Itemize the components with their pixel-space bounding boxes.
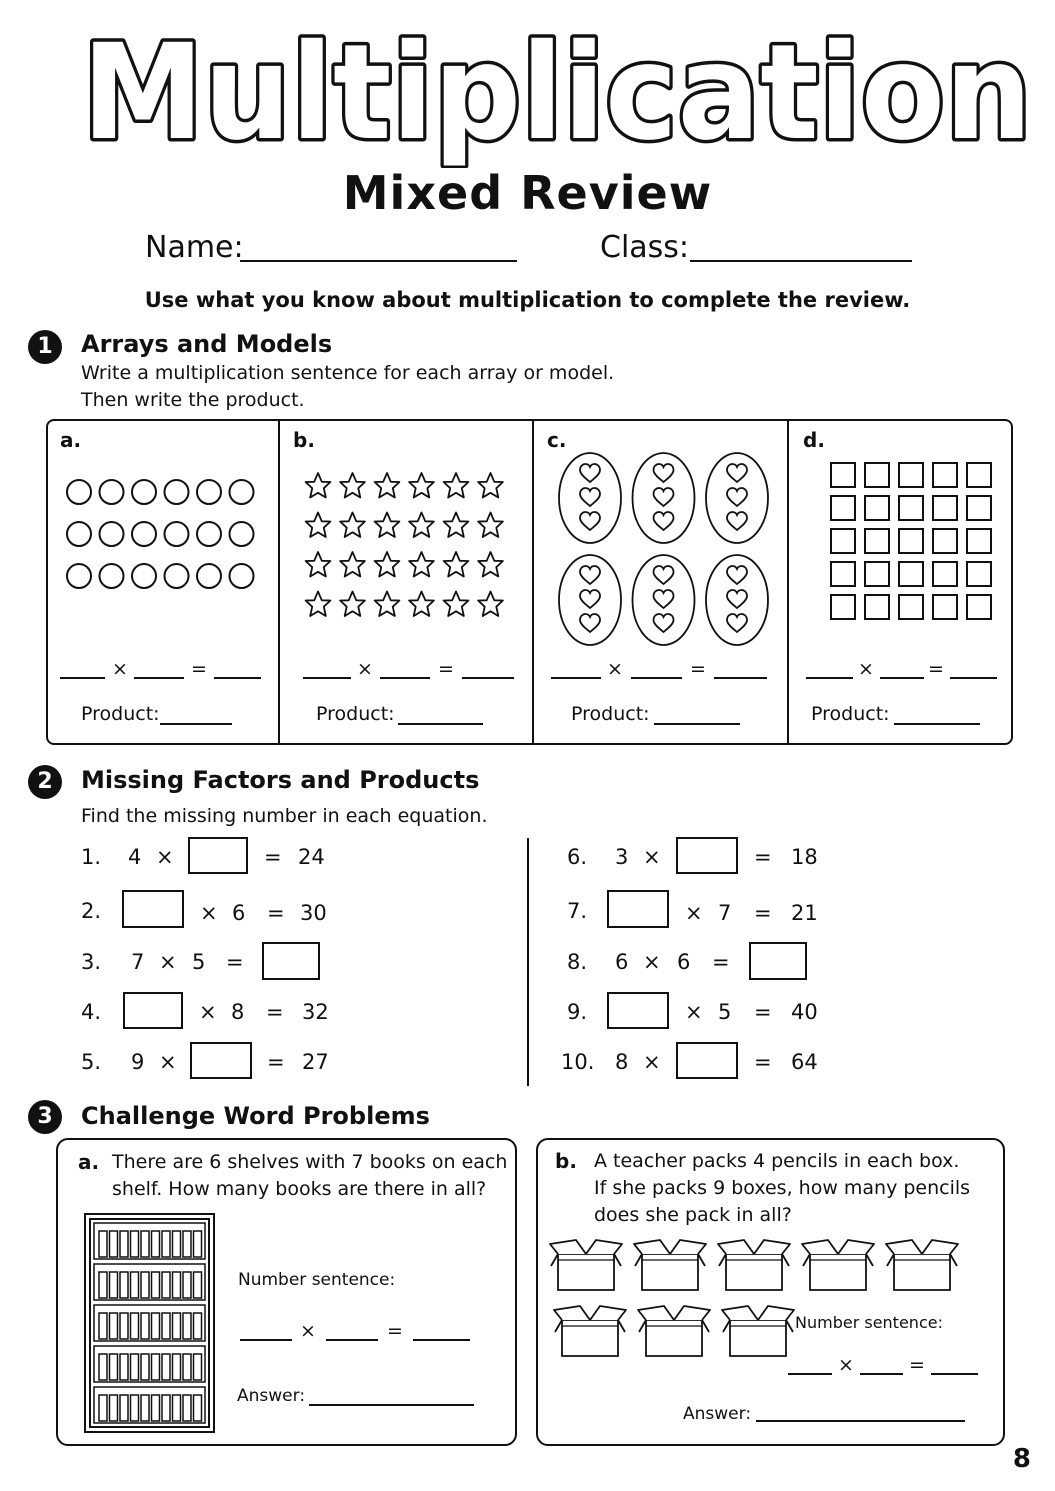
book-icon (110, 1313, 118, 1339)
book-icon (183, 1231, 191, 1257)
book-icon (162, 1231, 170, 1257)
product-blank[interactable] (413, 1339, 470, 1341)
equals-symbol: = (191, 658, 207, 680)
heart-icon (580, 614, 600, 632)
worksheet-title (70, 8, 1045, 168)
word-problem-b-letter: b. (555, 1149, 577, 1173)
square-icon (865, 496, 889, 520)
book-icon (141, 1313, 149, 1339)
book-icon (131, 1313, 139, 1339)
times-symbol: × (643, 950, 661, 974)
heart-icon (727, 512, 747, 530)
times-symbol: × (685, 1000, 703, 1024)
book-icon (120, 1231, 128, 1257)
answer-box[interactable] (262, 942, 320, 980)
times-symbol: × (643, 1050, 661, 1074)
problem-number: 8. (567, 950, 588, 974)
equals-symbol: = (928, 658, 944, 680)
circle-icon (100, 564, 124, 588)
times-symbol: × (159, 950, 177, 974)
problem-number: 10. (561, 1050, 595, 1074)
star-icon (340, 513, 365, 538)
heart-icon (727, 566, 747, 584)
section-3-title: Challenge Word Problems (81, 1102, 430, 1130)
factor-blank[interactable] (134, 677, 184, 679)
star-icon (478, 592, 503, 617)
panel-c-letter: c. (547, 428, 567, 452)
star-icon (478, 552, 503, 577)
heart-groups-model (548, 448, 780, 648)
book-icon (152, 1313, 160, 1339)
problem-factor: 6 (232, 901, 246, 925)
heart-icon (727, 464, 747, 482)
word-problem-a-line-2: shelf. How many books are there in all? (112, 1178, 487, 1200)
book-icon (120, 1395, 128, 1421)
book-icon (152, 1231, 160, 1257)
book-icon (131, 1272, 139, 1298)
heart-icon (727, 488, 747, 506)
book-icon (152, 1272, 160, 1298)
problem-number: 9. (567, 1000, 588, 1024)
circle-icon (165, 522, 189, 546)
problem-factor: 7 (718, 901, 732, 925)
equals-symbol: = (266, 1000, 284, 1024)
circle-icon (230, 480, 254, 504)
heart-icon (580, 464, 600, 482)
square-icon (933, 463, 957, 487)
square-icon (967, 463, 991, 487)
star-icon (444, 552, 469, 577)
answer-box[interactable] (188, 837, 248, 874)
factor-blank[interactable] (240, 1339, 292, 1341)
box-icon (802, 1240, 874, 1290)
circle-icon (67, 522, 91, 546)
times-symbol: × (838, 1354, 854, 1376)
book-icon (99, 1354, 107, 1380)
problem-factor: 4 (128, 845, 142, 869)
star-icon (478, 473, 503, 498)
answer-box[interactable] (122, 890, 184, 928)
problem-factor: 8 (615, 1050, 629, 1074)
book-icon (173, 1354, 181, 1380)
heart-icon (580, 566, 600, 584)
book-icon (162, 1354, 170, 1380)
answer-box[interactable] (676, 1042, 738, 1079)
problem-result: 18 (791, 845, 818, 869)
circle-icon (230, 564, 254, 588)
book-icon (194, 1272, 202, 1298)
circle-icon (197, 522, 221, 546)
equals-symbol: = (712, 950, 730, 974)
circle-icon (230, 522, 254, 546)
star-icon (340, 473, 365, 498)
factor-blank[interactable] (860, 1373, 903, 1375)
answer-box[interactable] (190, 1042, 252, 1079)
star-icon (306, 473, 331, 498)
problem-factor: 9 (131, 1050, 145, 1074)
panel-b-letter: b. (293, 428, 315, 452)
box-icon (886, 1240, 958, 1290)
book-icon (183, 1354, 191, 1380)
worksheet-title-text: Multiplication (82, 16, 1032, 168)
star-icon (375, 592, 400, 617)
square-icon (899, 496, 923, 520)
factor-blank[interactable] (60, 677, 105, 679)
times-symbol: × (607, 658, 623, 680)
square-icon (865, 463, 889, 487)
times-symbol: × (643, 845, 661, 869)
answer-box[interactable] (123, 992, 183, 1029)
book-icon (194, 1313, 202, 1339)
product-label: Product: (571, 703, 650, 725)
star-icon (409, 552, 434, 577)
heart-icon (654, 464, 674, 482)
product-blank[interactable] (950, 677, 997, 679)
section-2-title: Missing Factors and Products (81, 766, 480, 794)
heart-icon (727, 590, 747, 608)
number-sentence-label: Number sentence: (795, 1313, 943, 1332)
product-answer-field[interactable] (654, 723, 740, 725)
circle-icon (100, 480, 124, 504)
heart-icon (654, 590, 674, 608)
times-symbol: × (357, 658, 373, 680)
problem-factor: 8 (231, 1000, 245, 1024)
circle-icon (132, 522, 156, 546)
box-icon (718, 1240, 790, 1290)
times-symbol: × (685, 901, 703, 925)
times-symbol: × (159, 1050, 177, 1074)
square-icon (933, 529, 957, 553)
worksheet-subtitle: Mixed Review (342, 166, 713, 220)
square-icon (899, 562, 923, 586)
book-icon (99, 1395, 107, 1421)
factor-blank[interactable] (551, 677, 601, 679)
heart-icon (654, 512, 674, 530)
equals-symbol: = (754, 1050, 772, 1074)
number-sentence-label: Number sentence: (238, 1270, 396, 1290)
equals-symbol: = (264, 845, 282, 869)
problem-number: 3. (81, 950, 102, 974)
circle-icon (165, 564, 189, 588)
equals-symbol: = (754, 901, 772, 925)
class-field[interactable] (690, 260, 912, 262)
problem-factor: 6 (615, 950, 629, 974)
equals-symbol: = (909, 1354, 925, 1376)
square-icon (933, 562, 957, 586)
word-problem-a-line-1: There are 6 shelves with 7 books on each (112, 1151, 508, 1173)
equals-symbol: = (267, 901, 285, 925)
worksheet-instructions: Use what you know about multiplication to complete the review. (144, 288, 911, 312)
problem-result: 30 (300, 901, 327, 925)
circle-icon (165, 480, 189, 504)
square-icon (831, 529, 855, 553)
square-icon (899, 529, 923, 553)
book-icon (173, 1272, 181, 1298)
book-icon (99, 1313, 107, 1339)
answer-box[interactable] (607, 890, 669, 928)
square-icon (933, 595, 957, 619)
square-icon (831, 595, 855, 619)
star-icon (444, 473, 469, 498)
book-icon (194, 1354, 202, 1380)
book-icon (110, 1354, 118, 1380)
star-icon (340, 592, 365, 617)
panel-divider (532, 419, 534, 745)
square-icon (865, 562, 889, 586)
book-icon (183, 1395, 191, 1421)
square-icon (967, 496, 991, 520)
star-icon (306, 552, 331, 577)
panel-divider (278, 419, 280, 745)
heart-icon (580, 488, 600, 506)
equals-symbol: = (226, 950, 244, 974)
box-icon (634, 1240, 706, 1290)
book-icon (110, 1231, 118, 1257)
times-symbol: × (300, 1320, 316, 1342)
name-label: Name: (145, 230, 244, 265)
equals-symbol: = (754, 845, 772, 869)
star-icon (375, 552, 400, 577)
product-answer-field[interactable] (398, 723, 483, 725)
book-icon (173, 1231, 181, 1257)
heart-icon (654, 566, 674, 584)
book-icon (173, 1395, 181, 1421)
heart-icon (580, 590, 600, 608)
section-1-number-badge: 1 (28, 330, 62, 364)
equals-symbol: = (387, 1320, 403, 1342)
book-icon (141, 1231, 149, 1257)
star-array (298, 465, 513, 625)
box-icon (638, 1306, 710, 1356)
problem-result: 64 (791, 1050, 818, 1074)
section-1-instruction-1: Write a multiplication sentence for each array or model. (81, 362, 615, 384)
square-icon (831, 562, 855, 586)
answer-box[interactable] (676, 837, 738, 874)
problem-result: 21 (791, 901, 818, 925)
section-1-title: Arrays and Models (81, 330, 333, 358)
circle-icon (132, 564, 156, 588)
problem-factor: 3 (615, 845, 629, 869)
square-icon (967, 562, 991, 586)
factor-blank[interactable] (631, 677, 682, 679)
star-icon (478, 513, 503, 538)
heart-icon (654, 488, 674, 506)
word-problem-b-line-1: A teacher packs 4 pencils in each box. (594, 1150, 960, 1172)
problem-factor: 5 (192, 950, 206, 974)
equals-symbol: = (754, 1000, 772, 1024)
star-icon (375, 473, 400, 498)
star-icon (409, 592, 434, 617)
problem-number: 1. (81, 845, 102, 869)
square-icon (933, 496, 957, 520)
column-divider (527, 838, 529, 1086)
book-icon (194, 1395, 202, 1421)
answer-field[interactable] (309, 1404, 474, 1406)
book-icon (162, 1395, 170, 1421)
bookshelf-icon (84, 1213, 215, 1433)
star-icon (409, 473, 434, 498)
square-icon (865, 595, 889, 619)
box-icon (722, 1306, 794, 1356)
book-icon (120, 1313, 128, 1339)
section-1-instruction-2: Then write the product. (81, 389, 305, 411)
answer-label: Answer: (237, 1386, 306, 1406)
circle-icon (67, 480, 91, 504)
problem-result: 27 (302, 1050, 329, 1074)
circle-array (60, 470, 260, 595)
book-icon (183, 1272, 191, 1298)
factor-blank[interactable] (303, 677, 351, 679)
book-icon (120, 1354, 128, 1380)
product-answer-field[interactable] (160, 723, 232, 725)
answer-field[interactable] (756, 1420, 965, 1422)
star-icon (444, 513, 469, 538)
problem-factor: 7 (131, 950, 145, 974)
answer-box[interactable] (749, 942, 807, 980)
word-problem-b-line-2: If she packs 9 boxes, how many pencils (594, 1177, 971, 1199)
star-icon (444, 592, 469, 617)
book-icon (131, 1395, 139, 1421)
box-icon (554, 1306, 626, 1356)
box-icon (550, 1240, 622, 1290)
book-icon (99, 1272, 107, 1298)
problem-number: 4. (81, 1000, 102, 1024)
factor-blank[interactable] (788, 1373, 832, 1375)
factor-blank[interactable] (326, 1339, 378, 1341)
square-icon (967, 529, 991, 553)
product-blank[interactable] (931, 1373, 978, 1375)
factor-blank[interactable] (380, 677, 430, 679)
problem-factor: 5 (718, 1000, 732, 1024)
star-icon (409, 513, 434, 538)
section-3-number-badge: 3 (28, 1100, 62, 1134)
circle-icon (100, 522, 124, 546)
equals-symbol: = (267, 1050, 285, 1074)
problem-number: 7. (567, 899, 588, 923)
square-icon (899, 463, 923, 487)
times-symbol: × (200, 901, 218, 925)
book-icon (131, 1354, 139, 1380)
times-symbol: × (156, 845, 174, 869)
square-icon (831, 463, 855, 487)
square-icon (865, 529, 889, 553)
book-icon (162, 1313, 170, 1339)
book-icon (110, 1272, 118, 1298)
answer-label: Answer: (683, 1404, 752, 1424)
book-icon (141, 1272, 149, 1298)
star-icon (306, 592, 331, 617)
book-icon (99, 1231, 107, 1257)
problem-number: 5. (81, 1050, 102, 1074)
word-problem-b-line-3: does she pack in all? (594, 1204, 792, 1226)
product-label: Product: (81, 703, 160, 725)
product-answer-field[interactable] (894, 723, 980, 725)
book-icon (110, 1395, 118, 1421)
section-2-instruction: Find the missing number in each equation. (81, 805, 488, 827)
book-icon (152, 1354, 160, 1380)
class-label: Class: (600, 230, 690, 265)
book-icon (141, 1395, 149, 1421)
book-icon (162, 1272, 170, 1298)
square-array (828, 460, 998, 625)
name-field[interactable] (240, 260, 517, 262)
circle-icon (197, 564, 221, 588)
problem-result: 40 (791, 1000, 818, 1024)
product-blank[interactable] (714, 677, 767, 679)
product-label: Product: (316, 703, 395, 725)
square-icon (899, 595, 923, 619)
problem-result: 24 (298, 845, 325, 869)
panel-d-letter: d. (803, 428, 825, 452)
panel-a-letter: a. (60, 428, 82, 452)
problem-factor: 6 (677, 950, 691, 974)
circle-icon (67, 564, 91, 588)
pencil-boxes-model (548, 1238, 968, 1363)
star-icon (375, 513, 400, 538)
page-number: 8 (1012, 1444, 1031, 1474)
circle-icon (197, 480, 221, 504)
star-icon (340, 552, 365, 577)
problem-number: 6. (567, 845, 588, 869)
square-icon (831, 496, 855, 520)
book-icon (141, 1354, 149, 1380)
equals-symbol: = (690, 658, 706, 680)
problem-number: 2. (81, 899, 102, 923)
book-icon (120, 1272, 128, 1298)
heart-icon (580, 512, 600, 530)
product-label: Product: (811, 703, 890, 725)
circle-icon (132, 480, 156, 504)
product-blank[interactable] (214, 677, 261, 679)
problem-result: 32 (302, 1000, 329, 1024)
answer-box[interactable] (607, 992, 669, 1029)
factor-blank[interactable] (880, 677, 924, 679)
book-icon (183, 1313, 191, 1339)
factor-blank[interactable] (806, 677, 853, 679)
heart-icon (654, 614, 674, 632)
product-blank[interactable] (462, 677, 514, 679)
equals-symbol: = (438, 658, 454, 680)
book-icon (173, 1313, 181, 1339)
heart-icon (727, 614, 747, 632)
panel-divider (787, 419, 789, 745)
book-icon (194, 1231, 202, 1257)
book-icon (152, 1395, 160, 1421)
square-icon (967, 595, 991, 619)
times-symbol: × (199, 1000, 217, 1024)
word-problem-a-letter: a. (78, 1150, 100, 1174)
book-icon (131, 1231, 139, 1257)
times-symbol: × (112, 658, 128, 680)
star-icon (306, 513, 331, 538)
section-2-number-badge: 2 (28, 765, 62, 799)
times-symbol: × (858, 658, 874, 680)
